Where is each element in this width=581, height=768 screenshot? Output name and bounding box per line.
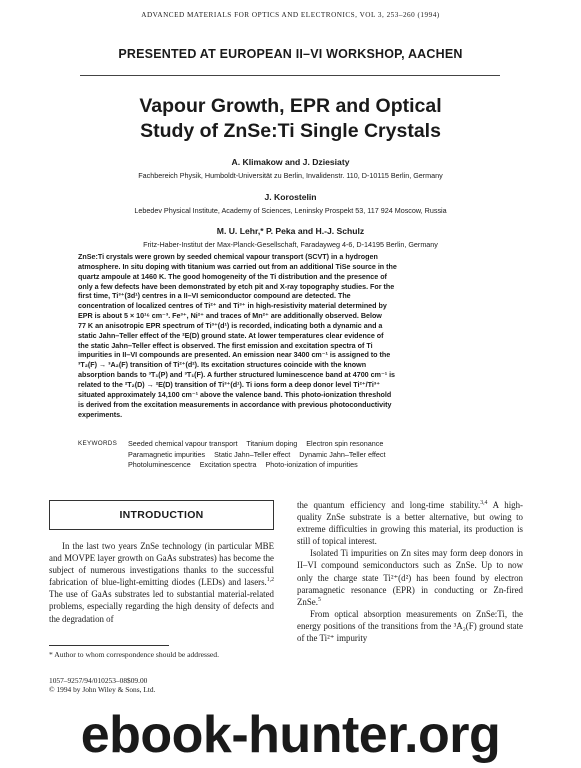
- abstract-line: ZnSe:Ti crystals were grown by seeded chemical vapour transport (SCVT) in a hydrogen: [78, 253, 378, 261]
- affiliation-2: Lebedev Physical Institute, Academy of Sciences, Leninsky Prospekt 53, 117 924 Moscow, Russia: [134, 206, 447, 215]
- abstract-line: impurities in II–VI compounds are presented. An emission near 3400 cm⁻¹ is assigned to the: [78, 351, 391, 360]
- keyword: Dynamic Jahn–Teller effect: [299, 449, 386, 459]
- keyword: Photo-ionization of impurities: [265, 460, 358, 469]
- author-group-2: J. Korostelin: [264, 192, 317, 202]
- journal-header: ADVANCED MATERIALS FOR OPTICS AND ELECTRONICS, VOL 3, 253–260 (1994): [141, 11, 440, 19]
- keyword: Excitation spectra: [199, 460, 257, 469]
- citation: 5: [317, 596, 321, 603]
- section-heading-box: [49, 500, 274, 530]
- keyword: Electron spin resonance: [306, 439, 384, 448]
- abstract-line: 77 K an anisotropic EPR spectrum of Ti³⁺(d¹) is recorded, indicating both a dynamic and a: [78, 321, 383, 330]
- abstract-line: related to the ²T₂(D) → ²E(D) transition of Ti³⁺(d¹). Ti ions form a deep donor level Ti²⁺/Ti³⁺: [78, 380, 380, 389]
- left-column: [49, 540, 274, 625]
- paper-title: [0, 94, 581, 144]
- keywords-line: [128, 460, 518, 471]
- copyright-line: © 1994 by John Wiley & Sons, Ltd.: [49, 685, 156, 695]
- abstract-line: quartz ampoule at 1460 K. The good homogeneity of the Ti distribution and the presence of: [78, 272, 387, 281]
- abstract-line: concentration of localized centres of Ti²⁺ and Ti³⁺ in high-resistivity material determined by: [78, 302, 387, 311]
- copyright: [49, 676, 289, 694]
- workshop-banner: PRESENTED AT EUROPEAN II–VI WORKSHOP, AACHEN: [118, 47, 463, 61]
- footnote: * Author to whom correspondence should be addressed.: [49, 650, 219, 659]
- abstract-line: ³T₂(F) → ³A₂(F) transition of Ti²⁺(d²). Its excitation structures coincide with the known: [78, 361, 367, 370]
- abstract-line: only a few defects have been demonstrated by etch pit and X-ray topography studies. For the: [78, 282, 395, 291]
- paragraph-text: A high-quality ZnSe substrate is a better alternative, but owing to extreme difficulties in growing this material, its production is still of topical interest.: [297, 500, 523, 547]
- paragraph-text: the quantum efficiency and long-time stability.: [297, 500, 481, 510]
- citation: 3,4: [480, 500, 488, 507]
- right-column: [297, 499, 523, 644]
- abstract-line: EPR is about 5 × 10¹⁶ cm⁻³. Fe³⁺, Ni²⁺ and traces of Mn²⁺ are additionally observed. Below: [78, 312, 382, 321]
- affiliation-1: Fachbereich Physik, Humboldt-Universität zu Berlin, Invalidenstr. 110, D-10115 Berlin, Germany: [138, 171, 443, 180]
- abstract-line: static Jahn–Teller effect of the ²E(D) ground state. At lower temperatures clear evidence of: [78, 331, 384, 340]
- keyword: Titanium doping: [246, 439, 298, 448]
- paragraph-text: Isolated Ti impurities on Zn sites may form deep donors in II–VI compound semiconductors such as ZnSe. Up to now only the charge state Ti²⁺(d²) has been found by electron paramagnetic resonance (EPR) in conducting or Zn-fired ZnSe.: [297, 548, 523, 607]
- keywords-line: [128, 439, 518, 450]
- paragraph: [297, 499, 523, 547]
- footnote-divider: [49, 645, 169, 646]
- author-group-1: A. Klimakow and J. Dziesiaty: [231, 157, 350, 167]
- keywords-label: KEYWORDS: [78, 440, 118, 447]
- abstract-line: situated approximately 14,100 cm⁻¹ above the valence band. This photo-ionization threshold: [78, 390, 392, 399]
- abstract: [78, 253, 502, 420]
- section-heading: INTRODUCTION: [119, 509, 204, 521]
- abstract-line: atmosphere. In situ doping with titanium was carried out from an additional TiSe source in the: [78, 262, 397, 271]
- keyword: Static Jahn–Teller effect: [214, 449, 291, 459]
- keyword: Seeded chemical vapour transport: [128, 439, 238, 448]
- paragraph: From optical absorption measurements on ZnSe:Ti, the energy positions of the transitions from the ³A₂(F) ground state of the Ti²⁺ impurity: [297, 608, 523, 644]
- title-line-1: Vapour Growth, EPR and Optical: [139, 95, 442, 117]
- paragraph-text: The use of GaAs substrates led to substantial material-related problems, especially regarding the high density of defects and the degradation of: [49, 589, 274, 624]
- paragraph: [297, 547, 523, 607]
- abstract-line: experiments.: [78, 410, 123, 419]
- abstract-line: is derived from the excitation measurements in accordance with previous photoconductivity: [78, 400, 392, 409]
- watermark: ebook-hunter.org: [80, 706, 501, 764]
- author-group-3: M. U. Lehr,* P. Peka and H.-J. Schulz: [216, 226, 365, 236]
- affiliation-3: Fritz-Haber-Institut der Max-Planck-Gesellschaft, Faradayweg 4-6, D-14195 Berlin, Germany: [143, 240, 438, 249]
- divider: [80, 75, 500, 76]
- paragraph: [49, 540, 274, 625]
- keyword: Photoluminescence: [128, 460, 191, 469]
- abstract-line: the static Jahn–Teller effect is observed. The first emission and excitation spectra of Ti: [78, 341, 373, 350]
- abstract-line: absorption bands to ³T₁(P) and ³T₁(F). A further structured luminescence band at 4700 cm⁻¹ is: [78, 371, 396, 380]
- keyword: Paramagnetic impurities: [128, 449, 206, 459]
- keywords-line: [128, 450, 518, 461]
- citation: 1,2: [266, 577, 274, 584]
- title-line-2: Study of ZnSe:Ti Single Crystals: [140, 120, 441, 142]
- issn-line: 1057–9257/94/010253–08$09.00: [49, 676, 148, 685]
- paragraph-text: In the last two years ZnSe technology (in particular MBE and MOVPE layer growth on GaAs substrates) has become the subject of numerous investigations thanks to the successful fabrication of blue-light-emitting diodes (LEDs) and lasers.: [49, 541, 274, 588]
- abstract-line: first time, Ti³⁺(3d¹) centres in a II–VI semiconductor compound are detected. The: [78, 292, 351, 301]
